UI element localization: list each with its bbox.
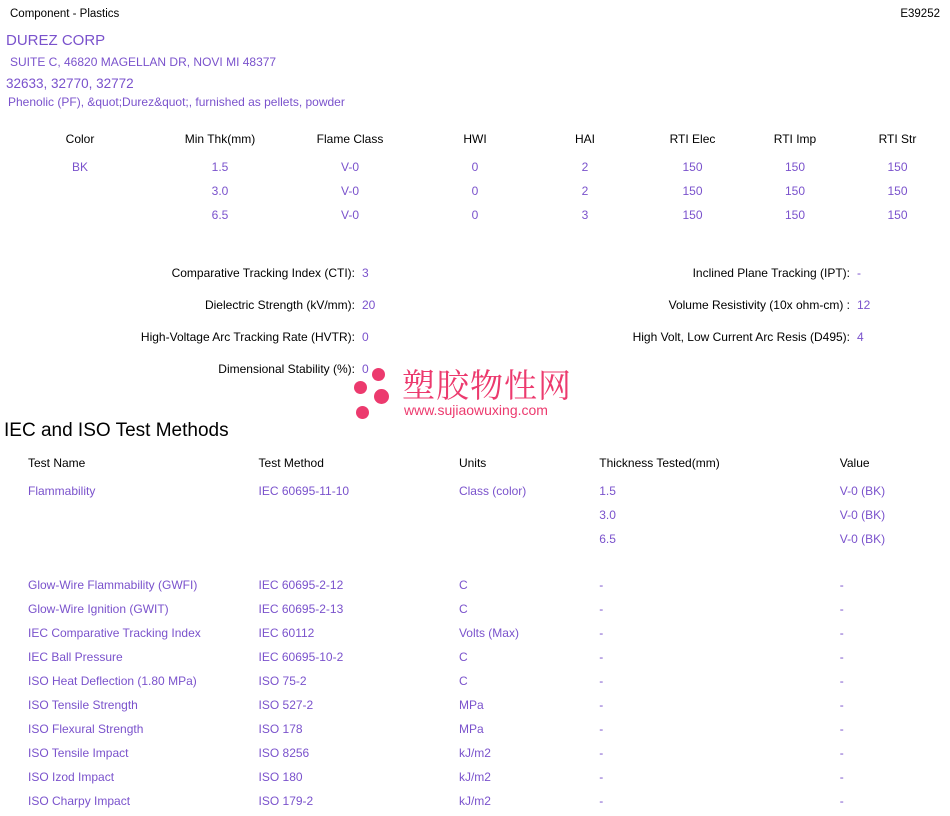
cell-min-thk: 6.5 [211,208,229,222]
cell-test-name: Glow-Wire Ignition (GWIT) [28,602,169,616]
cell-test-method [259,530,459,554]
cell-thickness: - [599,746,604,760]
col-test-name: Test Name [28,456,86,470]
cell-test-method: ISO 8256 [258,746,310,760]
table-row [0,482,950,506]
cell-value: - [839,578,844,592]
table-row [0,768,950,792]
cell-test-name: IEC Comparative Tracking Index [28,626,201,640]
company-name: DUREZ CORP [6,32,106,49]
cell-test-method: IEC 60695-2-13 [258,602,344,616]
cell-flame-class: V-0 [340,208,359,222]
cell-hai: 2 [581,184,589,198]
cell-rti-imp: 150 [784,160,806,174]
cell-units: C [458,578,468,592]
property-label [475,362,850,376]
cell-thickness: - [599,674,604,688]
cell-hwi: 0 [471,160,479,174]
cell-test-name: ISO Heat Deflection (1.80 MPa) [28,674,197,688]
cell-test-name: Glow-Wire Flammability (GWFI) [28,578,198,592]
col-units: Units [458,456,487,470]
cell-value: V-0 (BK) [839,532,886,546]
property-label: Dielectric Strength (kV/mm): [204,298,355,312]
property-label: High-Voltage Arc Tracking Rate (HVTR): [140,330,355,344]
cell-test-method: ISO 75-2 [258,674,307,688]
cell-rti-str: 150 [887,160,908,174]
cell-min-thk: 3.0 [211,184,229,198]
table-row [0,600,950,624]
col-rti-elec: RTI Elec [669,132,716,146]
property-label: High Volt, Low Current Arc Resis (D495): [632,330,850,344]
cell-rti-imp: 150 [784,184,806,198]
cell-rti-str: 150 [887,184,908,198]
category-label: Component - Plastics [10,8,120,20]
cell-test-method: ISO 527-2 [258,698,314,712]
company-address: SUITE C, 46820 MAGELLAN DR, NOVI MI 48377 [10,55,277,69]
table-row [0,530,950,554]
cell-units: C [458,674,468,688]
cell-thickness: - [599,794,604,808]
property-value: 0 [362,330,369,344]
cell-units: Class (color) [458,484,527,498]
cell-value: - [839,746,844,760]
cell-color [0,182,160,206]
property-label: Comparative Tracking Index (CTI): [171,266,355,280]
cell-thickness: 3.0 [599,508,616,522]
cell-thickness: - [599,578,604,592]
table-row [0,182,950,206]
cell-value: - [839,602,844,616]
property-empty [475,362,950,376]
cell-thickness: - [599,722,604,736]
cell-thickness: - [599,770,604,784]
property-value: 20 [362,298,376,312]
cell-thickness: - [599,698,604,712]
col-thickness-tested: Thickness Tested(mm) [599,456,720,470]
cell-thickness: 6.5 [599,532,616,546]
cell-value: - [839,794,844,808]
properties-block [0,266,950,394]
property-row [0,266,950,280]
property-row [0,298,950,312]
cell-units: MPa [458,722,484,736]
col-test-method: Test Method [258,456,324,470]
col-hai: HAI [574,132,595,146]
col-min-thk: Min Thk(mm) [184,132,256,146]
table-row [0,506,950,530]
ratings-header-row [0,132,950,158]
iec-iso-test-methods-table [0,456,950,816]
property-ipt [475,266,950,280]
table-row [0,158,950,182]
document-header [0,8,950,20]
property-value: - [857,266,861,280]
property-label: Inclined Plane Tracking (IPT): [692,266,850,280]
property-row [0,362,950,376]
table-row [0,672,950,696]
cell-units: kJ/m2 [458,770,491,784]
cell-units: kJ/m2 [458,746,491,760]
cell-test-method: ISO 180 [258,770,303,784]
cell-value: - [839,674,844,688]
cell-color [0,206,160,230]
col-color: Color [65,132,95,146]
property-row [0,330,950,344]
cell-test-name: ISO Charpy Impact [28,794,131,808]
cell-units [459,530,599,554]
watermark-url: www.sujiaowuxing.com [404,402,548,418]
property-dielectric-strength [0,298,475,312]
cell-value: V-0 (BK) [839,508,886,522]
table-row [0,206,950,230]
cell-test-method: IEC 60112 [258,626,315,640]
col-value: Value [839,456,870,470]
cell-units: kJ/m2 [458,794,491,808]
table-row [0,792,950,816]
cell-test-method: IEC 60695-10-2 [258,650,344,664]
cell-test-method: IEC 60695-2-12 [258,578,344,592]
cell-value: - [839,698,844,712]
property-label: Volume Resistivity (10x ohm-cm) : [668,298,850,312]
cell-test-method: ISO 179-2 [258,794,314,808]
cell-units: C [458,602,468,616]
cell-value: - [839,626,844,640]
cell-min-thk: 1.5 [211,160,229,174]
cell-test-name: ISO Tensile Strength [28,698,138,712]
table-row [0,624,950,648]
col-flame-class: Flame Class [316,132,384,146]
ratings-table [0,132,950,230]
cell-test-name [0,530,259,554]
property-hvtr [0,330,475,344]
cell-color: BK [71,160,88,174]
cell-units [459,506,599,530]
cell-flame-class: V-0 [340,160,359,174]
property-cti [0,266,475,280]
property-volume-resistivity [475,298,950,312]
property-value: 12 [857,298,871,312]
cell-hai: 2 [581,160,589,174]
cell-rti-elec: 150 [682,160,703,174]
property-label: Dimensional Stability (%): [218,362,355,376]
cell-thickness: 1.5 [599,484,616,498]
table-row [0,696,950,720]
cell-test-method: IEC 60695-11-10 [258,484,350,498]
col-rti-imp: RTI Imp [773,132,817,146]
cell-units: Volts (Max) [458,626,519,640]
table-row [0,648,950,672]
spacer-row [0,554,950,576]
cell-units: MPa [458,698,484,712]
cell-value: - [839,650,844,664]
cell-test-name [0,506,259,530]
cell-value: V-0 (BK) [839,484,886,498]
property-value: 4 [857,330,864,344]
cell-test-name: ISO Flexural Strength [28,722,144,736]
cell-hai: 3 [581,208,589,222]
cell-test-method: ISO 178 [258,722,303,736]
table-row [0,744,950,768]
property-value: 0 [362,362,369,376]
cell-rti-elec: 150 [682,208,703,222]
cell-test-name: ISO Izod Impact [28,770,115,784]
cell-flame-class: V-0 [340,184,359,198]
cell-rti-imp: 150 [784,208,806,222]
col-hwi: HWI [463,132,487,146]
property-value: 3 [362,266,369,280]
cell-test-name: Flammability [28,484,96,498]
material-codes: 32633, 32770, 32772 [6,76,134,91]
file-number: E39252 [900,8,940,20]
section-title-iec: IEC and ISO Test Methods [4,420,229,441]
table-row [0,576,950,600]
col-rti-str: RTI Str [878,132,917,146]
cell-thickness: - [599,626,604,640]
cell-thickness: - [599,650,604,664]
property-dimensional-stability [0,362,475,376]
material-description: Phenolic (PF), &quot;Durez&quot;, furnished as pellets, powder [8,95,345,109]
cell-thickness: - [599,602,604,616]
cell-test-name: ISO Tensile Impact [28,746,129,760]
cell-value: - [839,770,844,784]
cell-hwi: 0 [471,184,479,198]
iec-header-row [0,456,950,482]
cell-test-name: IEC Ball Pressure [28,650,123,664]
cell-value: - [839,722,844,736]
property-d495 [475,330,950,344]
cell-hwi: 0 [471,208,479,222]
cell-test-method [259,506,459,530]
table-row [0,720,950,744]
cell-rti-elec: 150 [682,184,703,198]
watermark-title: 塑胶物性网 [402,366,572,405]
cell-units: C [458,650,468,664]
cell-rti-str: 150 [887,208,908,222]
